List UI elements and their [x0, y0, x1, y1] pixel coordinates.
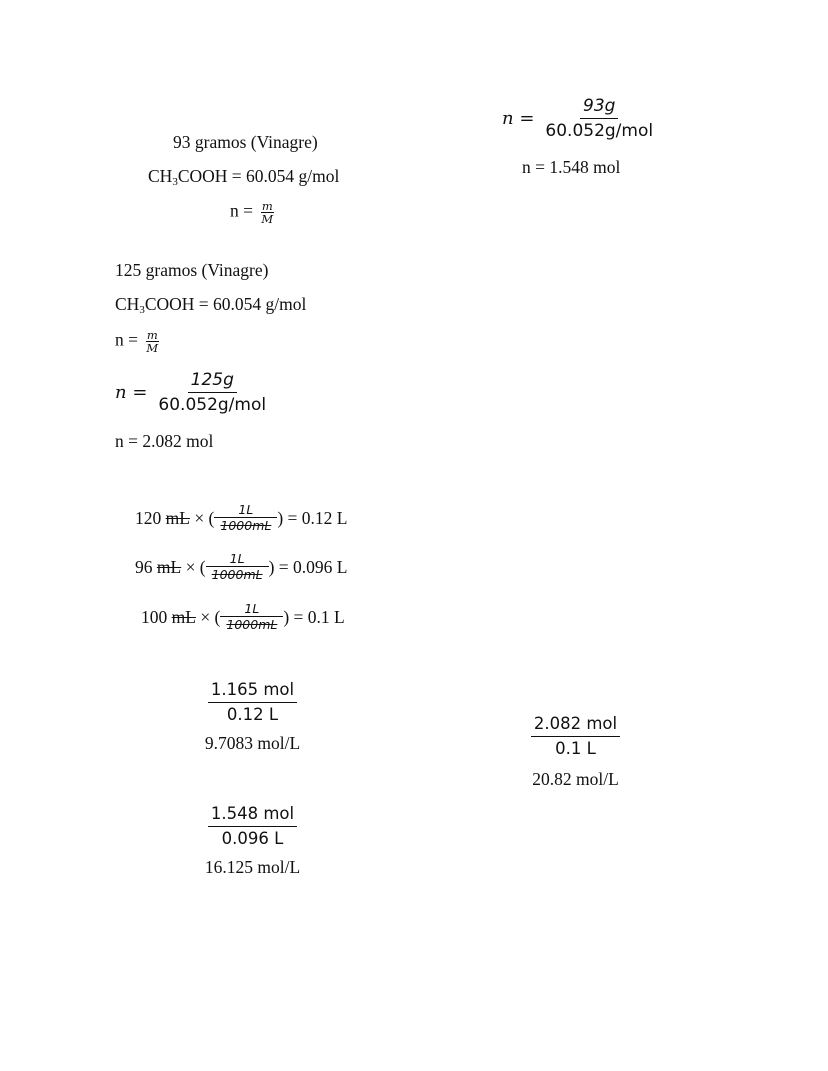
- n-label: n =: [230, 200, 253, 221]
- volume-value: 120: [135, 507, 162, 528]
- conversion-row: [141, 601, 345, 632]
- volume-unit-cancelled: mL: [156, 556, 182, 577]
- fraction-93-over-molar-mass: [542, 94, 656, 143]
- fraction-denominator: 60.052g/mol: [545, 121, 654, 141]
- n-label: n =: [502, 108, 535, 129]
- conversion-row: [135, 502, 347, 533]
- moles-formula-2: [115, 329, 159, 354]
- molarity-fraction: [208, 678, 297, 727]
- conversion-result: ) = 0.096 L: [268, 556, 348, 577]
- moles-result-93: n = 1.548 mol: [522, 157, 621, 177]
- fraction-numerator: 1.548 mol: [208, 802, 297, 827]
- molarity-result: 9.7083 mol/L: [204, 733, 301, 753]
- formula-suffix: COOH = 60.054 g/mol: [177, 166, 340, 186]
- fraction-numerator: m: [261, 199, 273, 213]
- fraction-denominator: 0.1 L: [555, 739, 596, 758]
- molarity-block: [200, 802, 305, 877]
- denominator-text: 1000mL: [220, 518, 272, 533]
- formula-prefix: CH: [148, 166, 173, 186]
- molarity-block: [200, 678, 305, 753]
- multiply-open: × (: [200, 606, 221, 627]
- fraction-numerator: 93g: [580, 94, 618, 119]
- molar-mass-line-2: [115, 294, 306, 314]
- fraction-denominator: M: [146, 341, 159, 355]
- fraction-numerator: 125g: [188, 368, 237, 393]
- fraction-denominator: [217, 518, 274, 533]
- conversion-row: [135, 551, 347, 582]
- formula-subscript: 3: [139, 304, 145, 316]
- formula-prefix: CH: [115, 294, 140, 314]
- formula-subscript: 3: [172, 176, 178, 188]
- molarity-result: 16.125 mol/L: [204, 857, 301, 877]
- conversion-fraction: [223, 601, 280, 632]
- molar-mass-line-1: [148, 166, 339, 186]
- denominator-text: 1000mL: [211, 567, 263, 582]
- conversion-result: ) = 0.12 L: [277, 507, 348, 528]
- fraction-denominator: M: [261, 212, 274, 226]
- fraction-numerator: 2.082 mol: [531, 712, 620, 737]
- fraction-denominator: 60.052g/mol: [158, 395, 267, 415]
- fraction-numerator: m: [146, 328, 158, 342]
- volume-value: 100: [141, 606, 168, 627]
- molarity-fraction: [208, 802, 297, 851]
- fraction-denominator: 0.12 L: [226, 705, 279, 724]
- fraction-denominator: [223, 617, 280, 632]
- n-label: n =: [115, 329, 138, 350]
- fraction-m-over-M: [145, 329, 159, 354]
- fraction-numerator: 1L: [214, 502, 277, 518]
- conversion-result: ) = 0.1 L: [283, 606, 345, 627]
- fraction-numerator: 1.165 mol: [208, 678, 297, 703]
- volume-value: 96: [135, 556, 153, 577]
- molarity-result: 20.82 mol/L: [532, 769, 619, 789]
- moles-calc-93: [502, 94, 656, 143]
- fraction-denominator: 0.096 L: [221, 829, 284, 848]
- n-label: n =: [115, 382, 148, 403]
- volume-unit-cancelled: mL: [171, 606, 196, 627]
- mass-125-line: 125 gramos (Vinagre): [115, 260, 269, 280]
- moles-result-125: n = 2.082 mol: [115, 431, 214, 451]
- moles-formula-1: [230, 200, 274, 225]
- fraction-numerator: 1L: [220, 601, 283, 617]
- fraction-numerator: 1L: [206, 551, 269, 567]
- mass-93-line: 93 gramos (Vinagre): [173, 132, 318, 152]
- fraction-denominator: [209, 567, 266, 582]
- volume-unit-cancelled: mL: [165, 507, 190, 528]
- multiply-open: × (: [185, 556, 206, 577]
- formula-suffix: COOH = 60.054 g/mol: [144, 294, 307, 314]
- denominator-text: 1000mL: [226, 617, 278, 632]
- fraction-m-over-M: [260, 200, 274, 225]
- multiply-open: × (: [194, 507, 215, 528]
- fraction-125-over-molar-mass: [155, 368, 269, 417]
- molarity-fraction: [531, 712, 620, 761]
- conversion-fraction: [209, 551, 266, 582]
- molarity-block: [523, 712, 628, 789]
- moles-calc-125: [115, 368, 269, 417]
- conversion-fraction: [217, 502, 274, 533]
